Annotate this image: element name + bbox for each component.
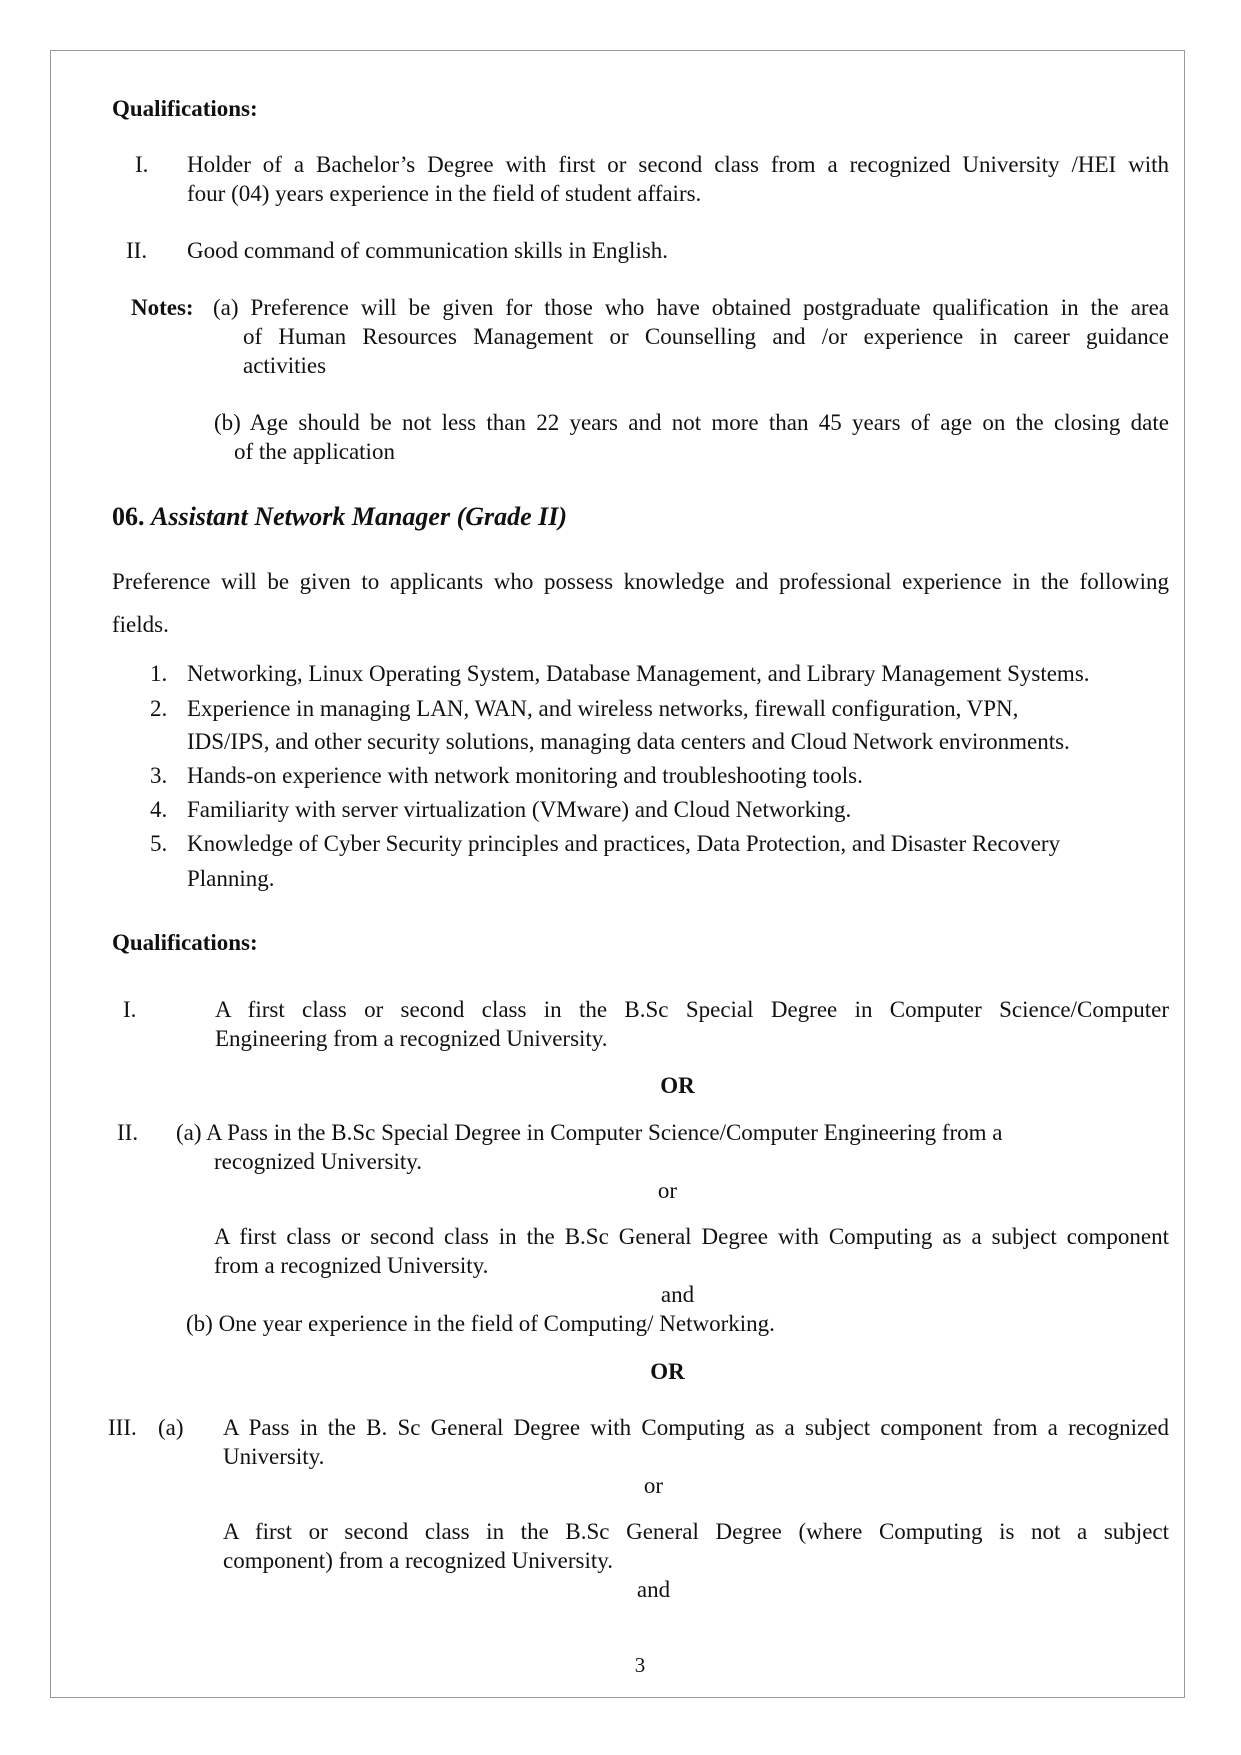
item-number: II. bbox=[126, 238, 148, 263]
section-title-text: Assistant Network Manager (Grade II) bbox=[151, 502, 568, 531]
list-item-number: 2. bbox=[150, 696, 168, 721]
list-item-number: 5. bbox=[150, 831, 168, 856]
item-text: four (04) years experience in the field of student affairs. bbox=[187, 181, 702, 206]
intro-text: fields. bbox=[112, 612, 169, 637]
note-text: (a) Preference will be given for those who have obtained postgraduate qualification in the area bbox=[213, 295, 1169, 320]
item-number: III. bbox=[108, 1415, 137, 1440]
and-connector: and bbox=[660, 1282, 695, 1307]
list-item-number: 1. bbox=[150, 661, 168, 686]
qualifications-heading: Qualifications: bbox=[112, 930, 258, 955]
item-number: I. bbox=[123, 997, 137, 1022]
item-text: (a) A Pass in the B.Sc Special Degree in Computer Science/Computer Engineering from a bbox=[176, 1120, 1003, 1145]
notes-label: Notes: bbox=[131, 295, 194, 320]
or-separator: OR bbox=[660, 1073, 695, 1098]
item-text: A Pass in the B. Sc General Degree with Computing as a subject component from a recognized bbox=[223, 1415, 1169, 1440]
list-item: Networking, Linux Operating System, Database Management, and Library Management Systems. bbox=[187, 661, 1090, 686]
note-text: activities bbox=[243, 353, 327, 378]
item-text: Good command of communication skills in English. bbox=[187, 238, 669, 263]
item-text: component) from a recognized University. bbox=[223, 1548, 614, 1573]
or-connector: or bbox=[657, 1178, 678, 1203]
item-number: I. bbox=[135, 152, 149, 177]
note-text: (b) Age should be not less than 22 years and not more than 45 years of age on the closing date bbox=[214, 410, 1169, 435]
or-connector: or bbox=[643, 1473, 664, 1498]
list-item: Planning. bbox=[187, 866, 275, 891]
qualifications-heading: Qualifications: bbox=[112, 96, 258, 121]
item-text: Engineering from a recognized University. bbox=[215, 1026, 608, 1051]
list-item: Knowledge of Cyber Security principles and practices, Data Protection, and Disaster Recovery bbox=[187, 831, 1061, 856]
list-item: Hands-on experience with network monitoring and troubleshooting tools. bbox=[187, 763, 863, 788]
item-text: A first class or second class in the B.Sc General Degree with Computing as a subject component bbox=[214, 1224, 1169, 1249]
or-separator: OR bbox=[650, 1359, 685, 1384]
item-text: University. bbox=[223, 1444, 325, 1469]
item-text: A first class or second class in the B.Sc Special Degree in Computer Science/Computer bbox=[215, 997, 1169, 1022]
list-item: IDS/IPS, and other security solutions, managing data centers and Cloud Network environments. bbox=[187, 729, 1070, 754]
list-item-number: 4. bbox=[150, 797, 168, 822]
item-number: II. bbox=[117, 1120, 139, 1145]
item-text: (b) One year experience in the field of Computing/ Networking. bbox=[186, 1311, 775, 1336]
item-text: recognized University. bbox=[214, 1149, 422, 1174]
section-number: 06. bbox=[112, 502, 145, 531]
item-text: from a recognized University. bbox=[214, 1253, 489, 1278]
list-item: Familiarity with server virtualization (VMware) and Cloud Networking. bbox=[187, 797, 852, 822]
item-text: Holder of a Bachelor’s Degree with first or second class from a recognized University /HEI with bbox=[187, 152, 1169, 177]
note-text: of Human Resources Management or Counselling and /or experience in career guidance bbox=[243, 324, 1169, 349]
note-text: of the application bbox=[234, 439, 395, 464]
item-sub-number: (a) bbox=[158, 1415, 184, 1440]
list-item-number: 3. bbox=[150, 763, 168, 788]
and-connector: and bbox=[636, 1577, 671, 1602]
intro-text: Preference will be given to applicants who possess knowledge and professional experience in the following bbox=[112, 569, 1169, 594]
section-title bbox=[112, 502, 567, 531]
page-number: 3 bbox=[634, 1653, 646, 1677]
item-text: A first or second class in the B.Sc General Degree (where Computing is not a subject bbox=[223, 1519, 1169, 1544]
list-item: Experience in managing LAN, WAN, and wireless networks, firewall configuration, VPN, bbox=[187, 696, 1019, 721]
